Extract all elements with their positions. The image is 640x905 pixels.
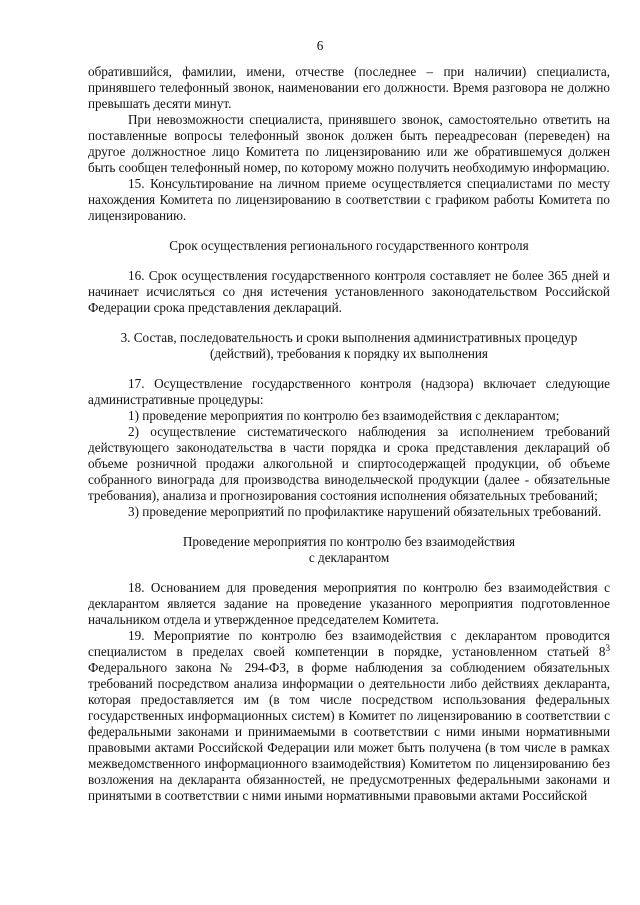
paragraph-19 [88, 628, 610, 804]
list-item-3: 3) проведение мероприятий по профилактике нарушений обязательных требований. [128, 504, 602, 519]
paragraph-redirect: При невозможности специалиста, принявшего звонок, самостоятельно ответить на поставленные вопросы телефонный звонок должен быть переадресован (переведен) на другое должностное лицо Комитета по лицензированию или же обратившемуся должен быть сообщен телефонный номер, по которому можно получить необходимую информацию. [88, 112, 610, 175]
section-heading-term: Срок осуществления регионального государственного контроля [169, 238, 529, 253]
paragraph-16: 16. Срок осуществления государственного контроля составляет не более 365 дней и начинает исчисляться со дня истечения установленного законодательством Российской Федерации срока представления деклараций. [88, 268, 610, 315]
paragraph-15: 15. Консультирование на личном приеме осуществляется специалистами по месту нахождения Комитета по лицензированию в соответствии с графиком работы Комитета по лицензированию. [88, 176, 610, 223]
section-heading-control-line1: Проведение мероприятия по контролю без взаимодействия [182, 534, 516, 549]
list-item-1: 1) проведение мероприятия по контролю без взаимодействия с декларантом; [128, 408, 560, 423]
section-heading-control-line2: с декларантом [308, 550, 390, 565]
paragraph-continuation: обратившийся, фамилии, имени, отчестве (последнее – при наличии) специалиста, принявшего телефонный звонок, наименовании его должности. Время разговора не должно превышать десяти минут. [88, 64, 610, 111]
paragraph-17: 17. Осуществление государственного контроля (надзора) включает следующие административные процедуры: [88, 376, 610, 407]
paragraph-19-text-a: 19. Мероприятие по контролю без взаимодействия с декларантом проводится специалистом в пределах своей компетенции в порядке, установленном статьей 8 [88, 628, 610, 659]
paragraph-19-text-b: Федерального закона № 294-ФЗ, в форме наблюдения за соблюдением обязательных требований посредством анализа информации о деятельности либо действиях декларанта, которая предоставляется им (в том числе посредством использования федеральных государственных информационных систем) в Комитет по лицензированию в соответствии с федеральными законами и принимаемыми в соответствии с ними иными нормативными правовыми актами Российской Федерации или может быть получена (в том числе в рамках межведомственного информационного взаимодействия) Комитетом по лицензированию без возложения на декларанта обязанностей, не предусмотренных федеральными законами и принятыми в соответствии с ними иными нормативными правовыми актами Российской [88, 660, 610, 803]
section-heading-3-line1: 3. Состав, последовательность и сроки выполнения административных процедур [120, 330, 578, 345]
document-body [88, 64, 610, 804]
list-item-2: 2) осуществление систематического наблюдения за исполнением требований действующего законодательства в части порядка и срока представления деклараций об объеме розничной продажи алкогольной и спиртосодержащей продукции, об объеме собранного винограда для производства винодельческой продукции (далее - обязательные требования), анализа и прогнозирования состояния исполнения обязательных требований; [88, 424, 610, 503]
page-number: 6 [316, 38, 324, 53]
paragraph-18: 18. Основанием для проведения мероприятия по контролю без взаимодействия с декларантом является задание на проведение указанного мероприятия подготовленное начальником отдела и утвержденное председателем Комитета. [88, 580, 610, 627]
section-heading-3-line2: (действий), требования к порядку их выполнения [209, 346, 489, 361]
article-superscript: 3 [605, 643, 610, 653]
